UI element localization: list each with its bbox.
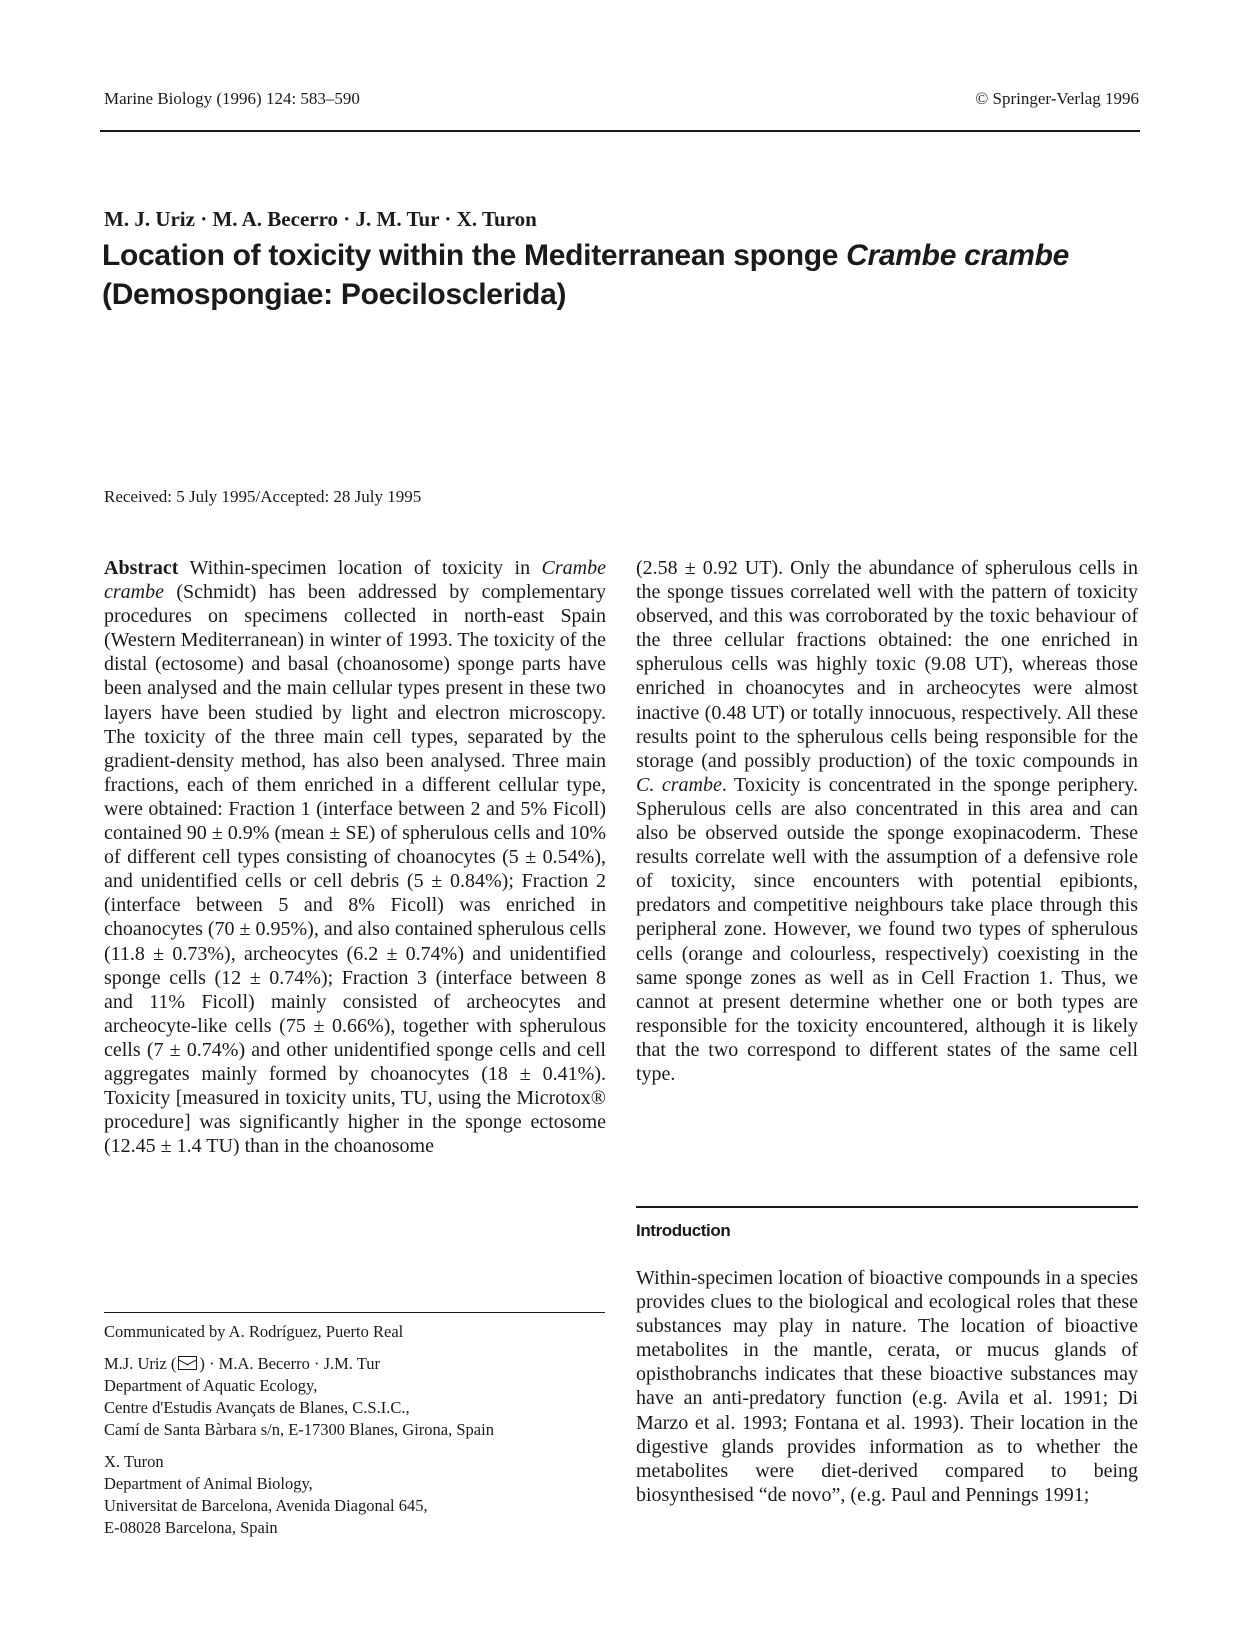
affiliation-line: Department of Animal Biology,: [104, 1474, 313, 1493]
abstract-text: Within-specimen location of toxicity in: [178, 557, 542, 579]
abstract-species: Crambe crambe: [104, 557, 606, 604]
abstract-right-species: C. crambe: [636, 773, 722, 796]
affiliation-line: Department of Aquatic Ecology,: [104, 1376, 318, 1395]
copyright-notice: © Springer-Verlag 1996: [975, 89, 1139, 108]
introduction-body: [636, 1266, 1138, 1507]
introduction-divider: [636, 1206, 1138, 1208]
abstract-left-column: [104, 556, 606, 1158]
abstract-text-cont: (Schmidt) has been addressed by complementary procedures on specimens collected in north-east Spain (Western Mediterranean) in winter of 1993. The toxicity of the distal (ectosome) and basal (choanosome) sponge parts have been analysed and the main cellular types present in these two layers have been studied by light and electron microscopy. The toxicity of the three main cell types, separated by the gradient-density method, has also been analysed. Three main fractions, each of them enriched in a different cellular type, were obtained: Fraction 1 (interface between 2 and 5% Ficoll) contained 90 ± 0.9% (mean ± SE) of spherulous cells and 10% of different cell types consisting of choanocytes (5 ± 0.54%), and unidentified cells or cell debris (5 ± 0.84%); Fraction 2 (interface between 5 and 8% Ficoll) was enriched in choanocytes (70 ± 0.95%), and also contained spherulous cells (11.8 ± 0.73%), archeocytes (6.2 ± 0.74%) and unidentified sponge cells (12 ± 0.74%); Fraction 3 (interface between 8 and 11% Ficoll) mainly consisted of archeocytes and archeocyte-like cells (75 ± 0.66%), together with spherulous cells (7 ± 0.74%) and other unidentified sponge cells and cell aggregates mainly formed by choanocytes (18 ± 0.41%). Toxicity [measured in toxicity units, TU, using the Microtox® procedure] was significantly higher in the sponge ectosome (12.45 ± 1.4 TU) than in the choanosome: [104, 581, 606, 1158]
affiliation-line: Universitat de Barcelona, Avenida Diagonal 645,: [104, 1496, 428, 1515]
footnote-divider: [104, 1312, 605, 1313]
abstract-heading: Abstract: [104, 557, 179, 579]
abstract-paragraph: [104, 556, 606, 1158]
coauthor-names: ) · M.A. Becerro · J.M. Tur: [199, 1354, 380, 1373]
abstract-right-text-cont: . Toxicity is concentrated in the sponge periphery. Spherulous cells are also concentrated in this area and can also be observed outside the sponge exopinacoderm. These results correlate well with the assumption of a defensive role of toxicity, since encounters with potential epibionts, predators and competitive neighbours take place through this peripheral zone. However, we found two types of spherulous cells (orange and colourless, respectively) coexisting in the same sponge zones as well as in Cell Fraction 1. Thus, we cannot at present determine whether one or both types are responsible for the toxicity encountered, although it is likely that the two correspond to different states of the same cell type.: [636, 773, 1138, 1085]
author-name-2: X. Turon: [104, 1452, 164, 1471]
footnotes: [104, 1321, 606, 1539]
journal-citation: Marine Biology (1996) 124: 583–590: [104, 89, 360, 108]
abstract-right-text: (2.58 ± 0.92 UT). Only the abundance of spherulous cells in the sponge tissues correlated well with the pattern of toxicity observed, and this was corroborated by the toxic behaviour of the three cellular fractions obtained: the one enriched in spherulous cells was highly toxic (9.08 UT), whereas those enriched in choanocytes and in archeocytes were almost inactive (0.48 UT) or totally innocuous, respectively. All these results point to the spherulous cells being responsible for the storage (and possibly production) of the toxic compounds in: [636, 557, 1138, 772]
received-dates: Received: 5 July 1995/Accepted: 28 July 1995: [104, 487, 422, 506]
affiliation-line: Camí de Santa Bàrbara s/n, E-17300 Blanes, Girona, Spain: [104, 1420, 494, 1439]
abstract-right-column: [636, 556, 1138, 1086]
author-name: M.J. Uriz (: [104, 1354, 177, 1373]
title-subtitle: (Demospongiae: Poecilosclerida): [102, 278, 567, 311]
affiliation-line: E-08028 Barcelona, Spain: [104, 1518, 278, 1537]
envelope-icon: [178, 1356, 197, 1370]
article-title: [102, 236, 1142, 314]
author-list: M. J. Uriz · M. A. Becerro · J. M. Tur · X. Turon: [104, 207, 537, 231]
introduction-heading: Introduction: [636, 1221, 731, 1240]
title-text: Location of toxicity within the Mediterranean sponge: [102, 239, 847, 272]
abstract-paragraph-cont: [636, 556, 1138, 1086]
introduction-paragraph: Within-specimen location of bioactive compounds in a species provides clues to the biological and ecological roles that these substances may play in nature. The location of bioactive metabolites in the mantle, cerata, or mucus glands of opisthobranchs indicates that these bioactive substances may have an anti-predatory function (e.g. Avila et al. 1991; Di Marzo et al. 1993; Fontana et al. 1993). Their location in the digestive glands provides information as to whether the metabolites were diet-derived compared to being biosynthesised “de novo”, (e.g. Paul and Pennings 1991;: [636, 1267, 1138, 1506]
title-species: Crambe crambe: [846, 239, 1070, 272]
affiliation-line: Centre d'Estudis Avançats de Blanes, C.S.I.C.,: [104, 1398, 410, 1417]
author-affiliation-line: [104, 1353, 606, 1375]
communicated-by: Communicated by A. Rodríguez, Puerto Real: [104, 1322, 404, 1341]
header-divider: [100, 130, 1140, 132]
